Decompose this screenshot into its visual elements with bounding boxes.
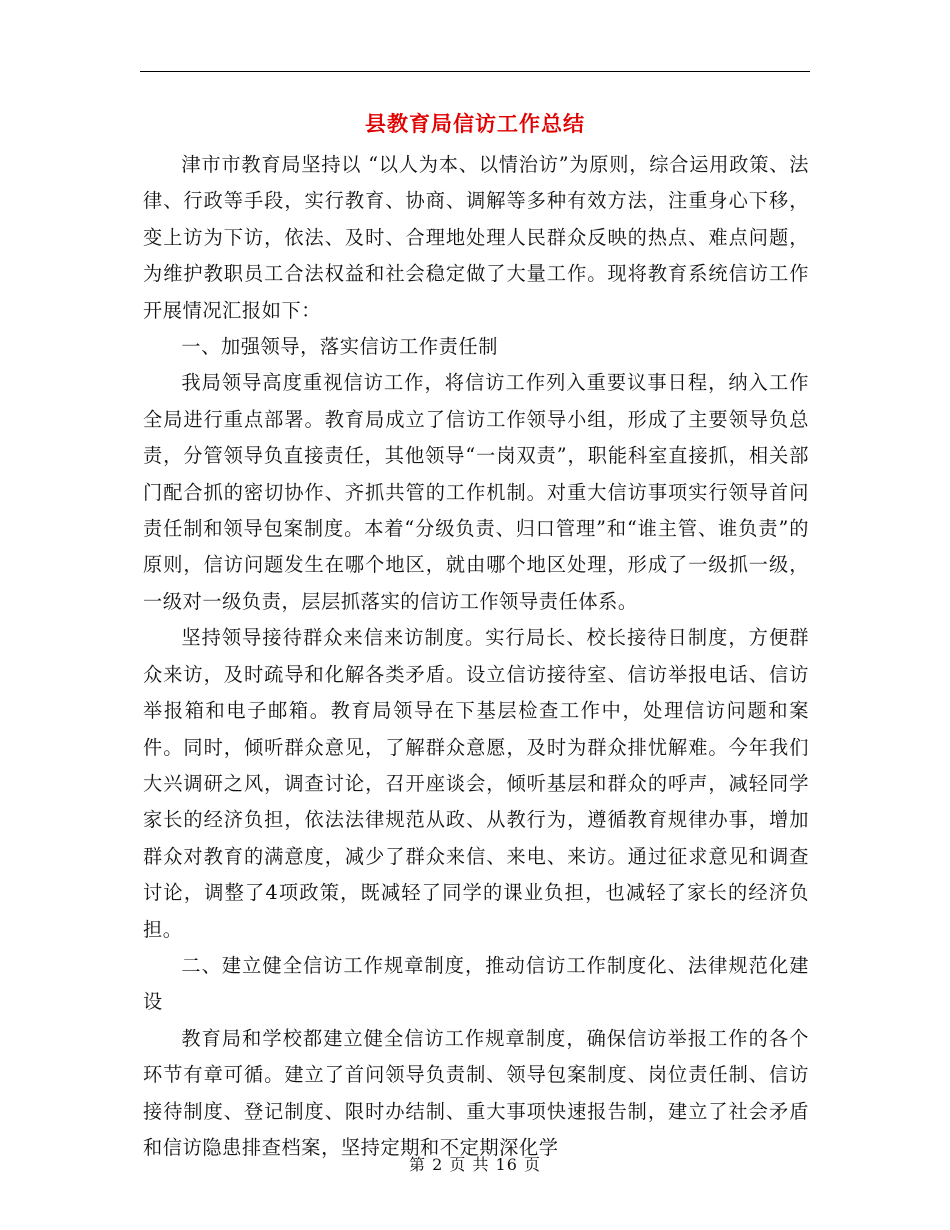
section-heading-2: 二、建立健全信访工作规章制度，推动信访工作制度化、法律规范化建设 <box>143 953 809 1014</box>
body-paragraph: 教育局和学校都建立健全信访工作规章制度，确保信访举报工作的各个环节有章可循。建立了首问领导负责制、领导包案制度、岗位责任制、信访接待制度、登记制度、限时办结制、重大事项快速报告制，建立了社会矛盾和信访隐患排查档案，坚持定期和不定期深化学 <box>143 1026 809 1159</box>
intro-paragraph: 津市市教育局坚持以 “以人为本、以情治访”为原则，综合运用政策、法律、行政等手段，实行教育、协商、调解等多种有效方法，注重身心下移，变上访为下访，依法、及时、合理地处理人民群众反映的热点、难点问题，为维护教职员工合法权益和社会稳定做了大量工作。现将教育系统信访工作开展情况汇报如下： <box>143 153 809 322</box>
section-heading-1: 一、加强领导，落实信访工作责任制 <box>181 335 498 359</box>
page-number-footer: 第 2 页 共 16 页 <box>409 1155 541 1174</box>
header-rule <box>140 71 810 72</box>
body-paragraph: 坚持领导接待群众来信来访制度。实行局长、校长接待日制度，方便群众来访，及时疏导和化解各类矛盾。设立信访接待室、信访举报电话、信访举报箱和电子邮箱。教育局领导在下基层检查工作中，处理信访问题和案件。同时，倾听群众意见，了解群众意愿，及时为群众排忧解难。今年我们大兴调研之风，调查讨论，召开座谈会，倾听基层和群众的呼声，减轻同学家长的经济负担，依法法律规范从政、从教行为，遵循教育规律办事，增加群众对教育的满意度，减少了群众来信、来电、来访。通过征求意见和调查讨论，调整了4项政策，既减轻了同学的课业负担，也减轻了家长的经济负担。 <box>143 626 809 941</box>
document-title: 县教育局信访工作总结 <box>365 112 585 136</box>
document-body <box>143 147 809 1166</box>
body-paragraph: 我局领导高度重视信访工作，将信访工作列入重要议事日程，纳入工作全局进行重点部署。教育局成立了信访工作领导小组，形成了主要领导负总责，分管领导负直接责任，其他领导“一岗双责”，职能科室直接抓，相关部门配合抓的密切协作、齐抓共管的工作机制。对重大信访事项实行领导首问责任制和领导包案制度。本着“分级负责、归口管理”和“谁主管、谁负责”的原则，信访问题发生在哪个地区，就由哪个地区处理，形成了一级抓一级，一级对一级负责，层层抓落实的信访工作领导责任体系。 <box>143 371 809 613</box>
